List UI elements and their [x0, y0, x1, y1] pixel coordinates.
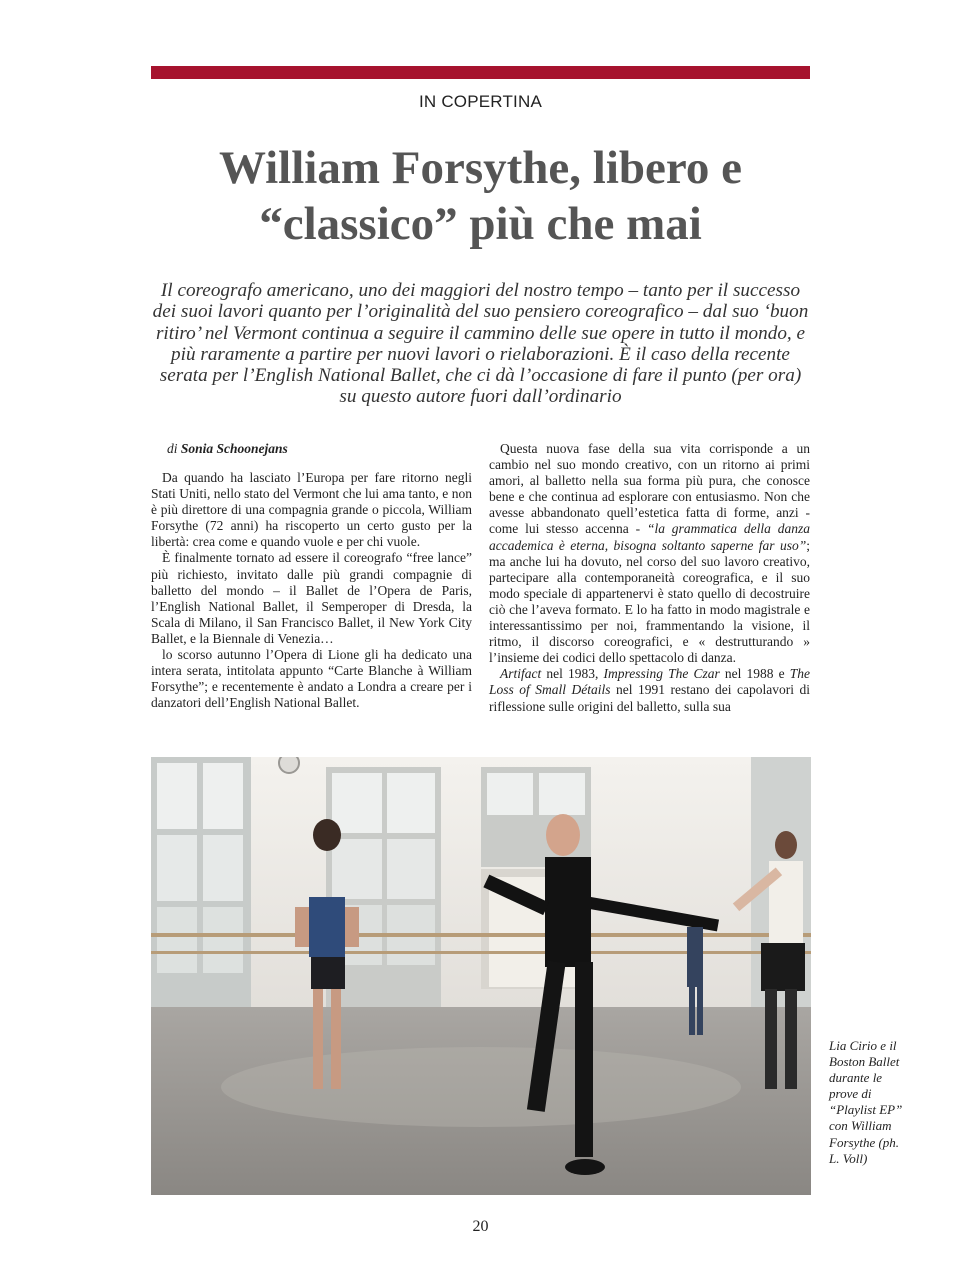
photo-caption: Lia Cirio e il Boston Ballet durante le prove di “Playlist EP” con William Forsythe (ph. L. Voll): [829, 1038, 903, 1166]
paragraph-text: nel 1983,: [541, 666, 604, 682]
article-title: [151, 140, 810, 252]
paragraph-text: nel 1991 restano dei capolavori di riflessione sulle origini del balletto, sulla sua: [489, 682, 810, 714]
body-paragraph: Da quando ha lasciato l’Europa per fare ritorno negli Stati Uniti, nello stato del Vermont che lui ama tanto, e non è più direttore di una compagnia grande o piccola, William Forsythe (72 anni) ha riscoperto un certo gusto per la libertà: crea come e quando vuole e per chi vuole.: [151, 470, 472, 550]
paragraph-text: Questa nuova fase della sua vita corrisponde a un cambio nel suo mondo creativo, con un ritorno ai primi amori, al balletto nella sua forma più pura, che conosce bene e che continua ad esplorare con entusiasmo. Non che avesse abbandonato quell’estetica fatta di forme, anzi - come lui stesso accenna -: [489, 441, 810, 537]
work-title: Artifact: [500, 666, 542, 682]
article-standfirst: Il coreografo americano, uno dei maggiori del nostro tempo – tanto per il successo dei suoi lavori quanto per l’originalità del suo pensiero coreografico – dal suo ‘buon ritiro’ nel Vermont continua a seguire il cammino delle sue opere in tutto il mondo, e più raramente a partire per nuovi lavori o rielaborazioni. È il caso della recente serata per l’English National Ballet, che ci dà l’occasione di fare il punto (per ora) su questo autore fuori dall’ordinario: [152, 280, 809, 408]
body-paragraph: lo scorso autunno l’Opera di Lione gli ha dedicato una intera serata, intitolata appunto “Carte Blanche à William Forsythe”; e recentemente è andato a Londra a creare per i danzatori dell’English National Ballet.: [151, 647, 472, 711]
work-title: The Loss of Small Détails: [489, 666, 810, 698]
paragraph-text: ; ma anche lui ha dovuto, nel corso del suo lavoro creativo, partecipare alla contemporaneità coreografica, e il suo modo speciale di appartenervi è stato quello di decostruire ciò che l’aveva formato. E lo ha fatto in modo magistrale e interessantissimo per noi, frammentando la visione, il ritmo, il discorso coreografici, e « destrutturando » l’insieme dei codici dello spettacolo di danza.: [489, 537, 810, 666]
inline-quote: “la grammatica della danza accademica è eterna, bisogna soltanto saperne far uso”: [489, 521, 810, 553]
title-line-2: “classico” più che mai: [259, 198, 702, 250]
body-paragraph: È finalmente tornato ad essere il coreografo “free lance” più richiesto, invitato dalle più grandi compagnie di balletto del mondo – il Ballet de l’Opera de Paris, l’English National Ballet, il Semperoper di Dresda, la Scala di Milano, il San Francisco Ballet, il New York City Ballet, e la Biennale di Venezia…: [151, 550, 472, 646]
section-label: IN COPERTINA: [419, 92, 542, 111]
body-paragraph: [489, 666, 810, 714]
body-column-left: [151, 470, 472, 711]
rehearsal-photo-illustration: [151, 757, 811, 1195]
work-title: Impressing The Czar: [603, 666, 720, 682]
byline: [167, 441, 288, 457]
body-column-right: [489, 441, 810, 715]
page-number: 20: [472, 1218, 489, 1235]
paragraph-text: nel 1988 e: [719, 666, 790, 682]
byline-prefix: di: [167, 441, 178, 456]
body-paragraph: [489, 441, 810, 666]
section-accent-bar: [151, 66, 810, 79]
rehearsal-photo: [151, 757, 811, 1195]
title-line-1: William Forsythe, libero e: [218, 142, 743, 194]
byline-author: Sonia Schoonejans: [180, 441, 288, 456]
